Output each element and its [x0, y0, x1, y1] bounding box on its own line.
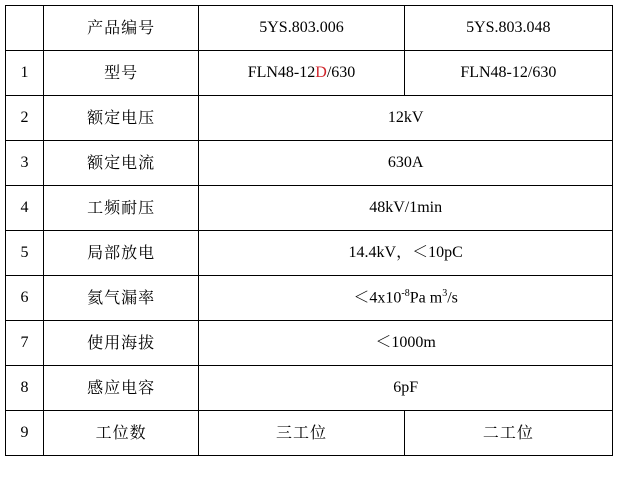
model-highlight: D: [315, 64, 327, 82]
row-index: 8: [6, 366, 44, 411]
row-value-b: 二工位: [404, 411, 612, 456]
row-index: [6, 6, 44, 51]
row-index: 2: [6, 96, 44, 141]
row-label: 使用海拔: [44, 321, 199, 366]
leak-rate-exponent: -8: [401, 288, 410, 300]
row-index: 6: [6, 276, 44, 321]
row-label: 感应电容: [44, 366, 199, 411]
table-row: [6, 6, 613, 51]
row-value-merged: 48kV/1min: [199, 186, 613, 231]
row-label: 局部放电: [44, 231, 199, 276]
row-value-merged: 12kV: [199, 96, 613, 141]
leak-rate-pre: ＜4x10: [353, 289, 402, 307]
row-label: 产品编号: [44, 6, 199, 51]
row-index: 3: [6, 141, 44, 186]
table-row: [6, 276, 613, 321]
row-value-a: 三工位: [199, 411, 404, 456]
row-label: 额定电压: [44, 96, 199, 141]
row-label: 工位数: [44, 411, 199, 456]
row-index: 4: [6, 186, 44, 231]
row-value-b: 5YS.803.048: [404, 6, 612, 51]
leak-rate-unit-exponent: 3: [442, 288, 448, 300]
table-row: [6, 321, 613, 366]
model-suffix: /630: [326, 64, 356, 82]
row-label: 额定电流: [44, 141, 199, 186]
table-row: [6, 231, 613, 276]
table-row: [6, 96, 613, 141]
leak-rate-unit-tail: /s: [447, 289, 458, 307]
row-label: 氦气漏率: [44, 276, 199, 321]
table-row: [6, 51, 613, 96]
row-value-merged: ＜1000m: [199, 321, 613, 366]
leak-rate-post: Pa: [409, 289, 426, 307]
product-spec-table: [5, 5, 613, 456]
row-index: 7: [6, 321, 44, 366]
row-value-merged: 14.4kV，＜10pC: [199, 231, 613, 276]
table-row: [6, 186, 613, 231]
row-value-merged: 630A: [199, 141, 613, 186]
row-value-b: FLN48-12/630: [404, 51, 612, 96]
row-label: 型号: [44, 51, 199, 96]
row-index: 5: [6, 231, 44, 276]
row-label: 工频耐压: [44, 186, 199, 231]
model-prefix: FLN48-12: [247, 64, 316, 82]
row-value-merged: 6pF: [199, 366, 613, 411]
leak-rate-unit-m: m: [429, 289, 443, 307]
row-value-a: [199, 51, 404, 96]
row-index: 9: [6, 411, 44, 456]
row-index: 1: [6, 51, 44, 96]
row-value-a: 5YS.803.006: [199, 6, 404, 51]
table-row: [6, 411, 613, 456]
table-row: [6, 366, 613, 411]
row-value-merged: [199, 276, 613, 321]
table-row: [6, 141, 613, 186]
